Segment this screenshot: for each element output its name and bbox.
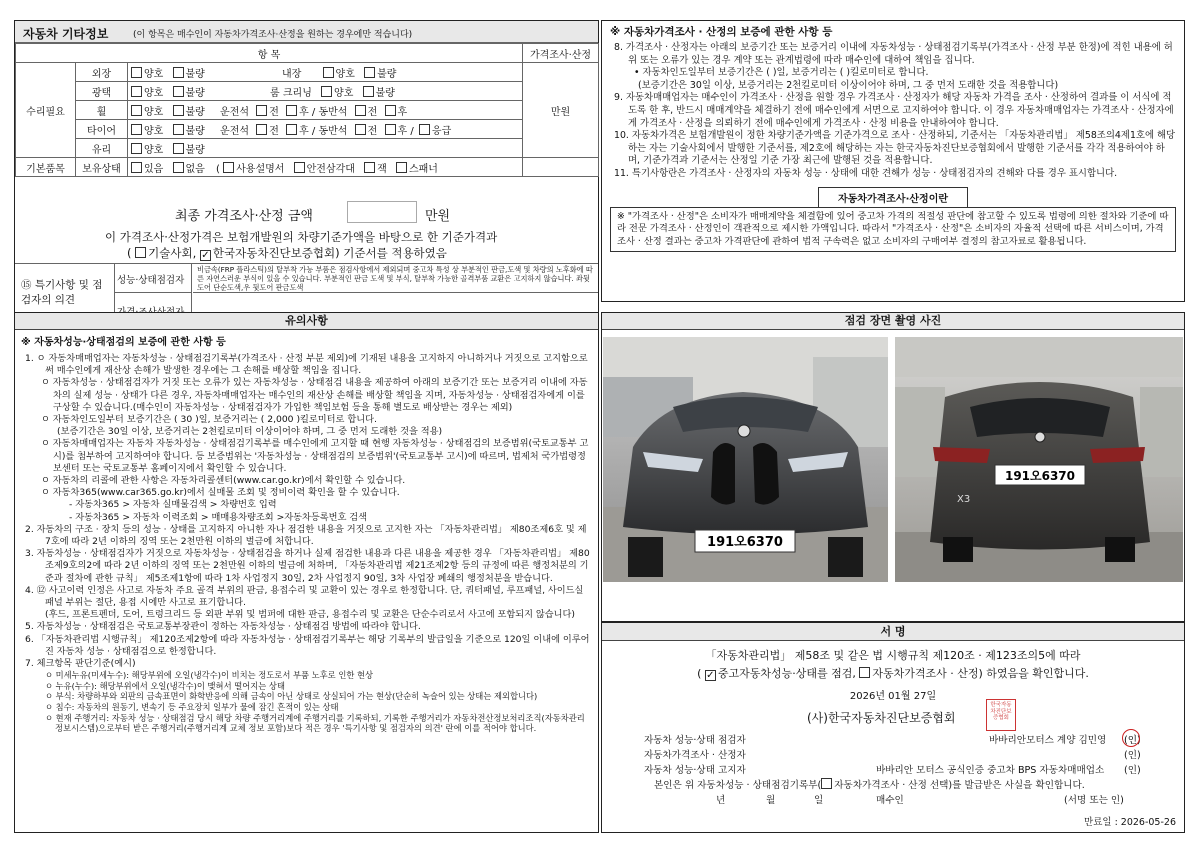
definition-text: ※ "가격조사 · 산정"은 소비자가 매매계약을 체결함에 있어 중고차 가격의 적절성 판단에 참고할 수 있도록 법령에 의한 절차와 기준에 따라 전문 가격조사 · 산정인이 객관적으로 제시한 가액입니다. 따라서 "가격조사 · 산정"은 소비자의 자율적 선택에 따른 서비스이며, 가격조사 · 산정 결과는 중고차 가격판단에 관하여 법적 구속력은 없고 소비자의 구매여부 결정의 참고자료로 활용됩니다. <box>610 207 1176 253</box>
note-line: 2. 자동차의 구조 · 장치 등의 성능 · 상태를 고지하지 아니한 자나 점검한 내용을 거짓으로 고지한 자는 「자동차관리법」 제80조제6호 및 제7호에 따라 2년 이하의 징역 또는 2천만원 이하의 벌금에 처합니다. <box>25 523 587 548</box>
sign-title: 서 명 <box>602 623 1184 641</box>
final-price-unit: 만원 <box>425 209 451 224</box>
row-exterior: 외장 <box>76 63 128 82</box>
receipt-checkbox[interactable] <box>821 778 832 789</box>
wheel-driver-rear-checkbox[interactable] <box>286 105 297 116</box>
org-seal: 한국자동차진단보증협회 <box>986 699 1016 731</box>
buyer-row: 년 월 일 매수인 (서명 또는 인) <box>716 795 1124 806</box>
row-glass: 유리 <box>76 139 128 158</box>
receipt-line: 본인은 위 자동차성능 · 상태점검기록부( 자동차가격조사 · 산정 선택)를 발급받은 사실을 확인합니다. <box>654 780 1085 791</box>
item9: 9. 자동차매매업자는 매수인이 가격조사 · 산정을 원할 경우 가격조사 · 산정자가 해당 자동차 가격을 조사 · 산정하여 결과를 이 서식에 적도록 한 후, 반드시 매매계약을 체결하기 전에 매수인에게 서면으로 고지하여야 합니다. 이 경우 자동차매매업자는 가격조사 · 산정자에게 가격조사 · 산정을 의뢰하기 전에 매수인에게 가격조사 · 산정 비용을 안내하여야 합니다. <box>614 92 1174 129</box>
wheel-pass-rear-checkbox[interactable] <box>385 105 396 116</box>
jack-checkbox[interactable] <box>364 162 375 173</box>
note-line: ㅇ 자동차매매업자는 자동차 자동차성능 · 상태점검기록부를 매수인에게 고지할 때 현행 자동차성능 · 상태점검의 보증범위(국토교통부 고시)를 첨부하여 고지하여야 합니다. 등 보증범위는 '자동차성능 · 상태점검의 보증범위'(국토교통부 고시)에 따르며, 법제처 국가법령정보센터 또는 국토교통부 홈페이지에서 확인할 수 있습니다. <box>41 438 589 474</box>
note-line: 5. 자동차성능 · 상태점검은 국토교통부장관이 정하는 자동차성능 · 상태점검 방법에 따라야 합니다. <box>25 621 421 633</box>
warranty-title: ※ 자동차가격조사 · 산정의 보증에 관한 사항 등 <box>610 26 833 38</box>
confirm-price-checkbox[interactable] <box>859 667 870 678</box>
note-line: 7. 체크항목 판단기준(예시) <box>25 658 136 670</box>
won-unit: 만원 <box>523 63 599 158</box>
row-wheel: 휠 <box>76 101 128 120</box>
exterior-good-checkbox[interactable] <box>131 67 142 78</box>
note-line: (후드, 프론트펜더, 도어, 트렁크리드 등 외판 부위 및 범퍼에 대한 판금, 용접수리 및 교환은 단순수리로서 사고에 포함되지 않습니다) <box>45 609 576 621</box>
section-title: 자동차 기타정보 <box>23 27 109 41</box>
final-price-label: 최종 가격조사·산정 금액 <box>175 209 313 224</box>
basis-kaida-checkbox[interactable] <box>200 250 211 261</box>
perf-label: 성능·상태점검자 <box>115 264 192 293</box>
note-line: 4. ⑫ 사고이력 인정은 사고로 자동차 주요 골격 부위의 판금, 용접수리 및 교환이 있는 경우로 한정합니다. 단, 쿼터패널, 루프패널, 사이드실패널 부위는 절단, 용접 시에만 사고로 표기합니다. <box>25 584 584 609</box>
interior-good-checkbox[interactable] <box>323 67 334 78</box>
col-price: 가격조사·산정 <box>523 44 599 63</box>
photos-title: 점검 장면 촬영 사진 <box>602 313 1184 330</box>
glass-good-checkbox[interactable] <box>131 143 142 154</box>
sign-row: 자동차 성능·상태 점검자 바바리안모터스 계양 김민영 (인) <box>644 732 1144 747</box>
note-line: - 자동차365 > 자동차 이력조회 > 매매용차량조회 >자동차등록번호 검색 <box>69 511 368 523</box>
confirm-line: ( ✓중고자동차성능·상태를 점검, 자동차가격조사 · 산정) 하였음을 확인합니다. <box>602 665 1184 681</box>
tire-bad-checkbox[interactable] <box>173 124 184 135</box>
none-checkbox[interactable] <box>173 162 184 173</box>
law-line: 「자동차관리법」 제58조 및 같은 법 시행규칙 제120조 · 제123조의5에 따라 <box>705 649 1081 662</box>
inspection-table: 항 목 가격조사·산정 수리필요 외장 양호 불량 내장 양호 불량 만원 광택 양호 불량 룸 크리닝 양호 불량 휠 양호 불량 운전석 전 후 / 동반석 전 후 타이어 양호 불량 운전석 전 후 / 동반석 전 후 / 응급 유리 양호 불량 기본품목 보유상태 있음 없음 ( 사용설명서 안전삼각대 잭 스패너 <box>15 43 598 177</box>
note-line: ㅇ 자동차365(www.car365.go.kr)에서 실매물 조회 및 정비이력 확인을 할 수 있습니다. <box>41 487 400 499</box>
note-line: ㅇ 자동차인도일부터 보증기간은 ( 30 )일, 보증거리는 ( 2,000 )킬로미터로 합니다. <box>41 414 377 426</box>
note-line: - 자동차365 > 자동차 실매물검색 > 차량번호 입력 <box>69 499 277 511</box>
sign-row: 자동차가격조사 · 산정자 (인) <box>644 750 1141 761</box>
org-name: (사)한국자동차진단보증협회 <box>807 711 956 725</box>
sign-date: 2026년 01월 27일 <box>849 691 937 702</box>
item11: 11. 특기사항란은 가격조사 · 산정자의 자동차 성능 · 상태에 대한 견해가 성능 · 상태점검자의 견해와 다를 경우 표시합니다. <box>614 167 1118 179</box>
basic-label: 기본품목 <box>16 158 76 177</box>
left-top-panel <box>14 20 599 326</box>
note-line: ㅇ 자동차의 리콜에 관한 사항은 자동차리콜센터(www.car.go.kr)에서 확인할 수 있습니다. <box>41 475 406 487</box>
front-photo <box>603 337 888 582</box>
note-line: 3. 자동차성능 · 상태점검자가 거짓으로 자동차성능 · 상태점검을 하거나 실제 점검한 내용과 다른 내용을 제공한 경우 「자동차관리법」 제80조제9호의2에 따라 2년 이하의 징역 또는 2천만원 이하의 벌금에 처하며, 「자동차관리법 제21조제2항 등의 규정에 따른 행정처분의 기준과 절차에 관한 규칙」 제5조제1항에 따라 1차 사업정지 30일, 2차 사업정지 90일, 3차 사업장 폐쇄의 행정처분을 받습니다. <box>25 548 590 584</box>
manual-checkbox[interactable] <box>223 162 234 173</box>
inspector-seal <box>1122 729 1140 747</box>
section-note: (이 항목은 매수인이 자동차가격조사·산정을 원하는 경우에만 적습니다) <box>133 30 413 40</box>
note-line: ㅇ 자동차성능 · 상태점검자가 거짓 또는 오류가 있는 자동차성능 · 상태점검 내용을 제공하여 아래의 보증기간 또는 보증거리 이내에 자동차의 실제 성능 · 상태가 다른 경우, 자동차매매업자는 매수인의 재산상 손해를 배상할 책임을 지며, 자동차성능 · 상태점검자에게 이를 구상할 수 있습니다.(매수인이 자동차성능 · 상태점검자가 가입한 책임보험 등을 통해 별도로 배상받는 경우는 제외) <box>41 377 588 413</box>
repair-label: 수리필요 <box>16 63 76 158</box>
note-line: 1. ㅇ 자동차매매업자는 자동차성능 · 상태점검기록부(가격조사 · 산정 부분 제외)에 기재된 내용을 고지하지 아니하거나 거짓으로 고지함으로써 매수인에게 재산상 손해가 발생한 경우에는 그 손해를 배상할 책임을 집니다. <box>25 353 588 377</box>
notes-panel <box>14 312 599 833</box>
final-price-input[interactable] <box>347 201 417 223</box>
row-tire: 타이어 <box>76 120 128 139</box>
criteria-line: ㅇ 누유(누수): 해당부위에서 오일(냉각수)이 맺혀서 떨어지는 상태 <box>45 680 285 691</box>
criteria-line: ㅇ 미세누유(미세누수): 해당부위에 오일(냉각수)이 비치는 정도로서 부품 노후로 인한 현상 <box>45 670 374 681</box>
notes-subtitle: ※ 자동차성능·상태점검의 보증에 관한 사항 등 <box>21 337 226 348</box>
possession-label: 보유상태 <box>76 158 128 177</box>
item8a: 8. 가격조사 · 산정자는 아래의 보증기간 또는 보증거리 이내에 자동차성능 · 상태점검기록부(가격조사 · 산정 부분 한정)에 적힌 내용에 허위 또는 오류가 있는 경우 계약 또는 관계법령에 따라 매수인에 대하여 책임을 집니다. <box>614 42 1173 66</box>
tire-good-checkbox[interactable] <box>131 124 142 135</box>
special-label: ⑮ 특기사항 및 점검자의 의견 <box>15 264 115 326</box>
sign-rows <box>644 732 1144 807</box>
sign-row: 자동차 성능·상태 고지자 바바리안 모터스 공식인증 중고차 BPS 자동차매매업소 (인) <box>644 765 1141 776</box>
exterior-bad-checkbox[interactable] <box>173 67 184 78</box>
tire-driver-rear-checkbox[interactable] <box>286 124 297 135</box>
tire-emergency-checkbox[interactable] <box>419 124 430 135</box>
item8c: (보증기간은 30일 이상, 보증거리는 2천킬로미터 이상이어야 하며, 그 중 먼저 도래한 것을 적용합니다) <box>638 79 1059 91</box>
wheel-driver-front-checkbox[interactable] <box>256 105 267 116</box>
basis-line2: ( 기술사회, ✓한국자동차진단보증협회) 기준서를 적용하였음 <box>127 245 447 261</box>
note-line: 6. 「자동차관리법 시행규칙」 제120조제2항에 따라 자동차성능 · 상태점검기록부는 해당 기록부의 발급일을 기준으로 120일 이내에 이루어진 자동차 성능 · 상태점검으로 한정합니다. <box>25 633 590 657</box>
wheel-bad-checkbox[interactable] <box>173 105 184 116</box>
row-interior: 내장 <box>282 68 302 80</box>
row-room: 룸 크리닝 <box>270 87 312 99</box>
col-item: 항 목 <box>16 44 523 63</box>
room-good-checkbox[interactable] <box>321 86 332 97</box>
perf-text: 비금속(FRP 플라스틱)의 탈부착 가능 부품은 점검사항에서 제외되며 중고차 특성 상 부분적인 판금,도색 및 차량의 노후화에 따른 자연스러운 부식이 있을 수 있습니다. 부분적인 판금 도색 및 부식, 탈부착 가능한 골격부품 교환은 고지하지 않습니다. 좌뒷도어 단순도색,우 뒷도어 판금도색 <box>193 264 598 293</box>
tire-pass-rear-checkbox[interactable] <box>385 124 396 135</box>
confirm-inspect-checkbox[interactable] <box>705 670 716 681</box>
basis-tech-checkbox[interactable] <box>135 247 146 258</box>
wheel-pass-front-checkbox[interactable] <box>355 105 366 116</box>
spanner-checkbox[interactable] <box>396 162 407 173</box>
have-checkbox[interactable] <box>131 162 142 173</box>
photos-panel <box>601 312 1185 622</box>
notes-title: 유의사항 <box>15 313 598 330</box>
row-gloss: 광택 <box>76 82 128 101</box>
criteria-line: ㅇ 침수: 자동차의 원동기, 변속기 등 주요장치 일부가 물에 잠긴 흔적이 있는 상태 <box>45 702 339 713</box>
wheel-good-checkbox[interactable] <box>131 105 142 116</box>
note-line: (보증기간은 30일 이상, 보증거리는 2천킬로미터 이상이어야 하며, 그 중 먼저 도래한 것을 적용) <box>57 426 443 438</box>
basis-line1: 이 가격조사·산정가격은 보험개발원의 차량기준가액을 바탕으로 한 기준가격과 <box>105 230 498 244</box>
glass-bad-checkbox[interactable] <box>173 143 184 154</box>
rear-plate: 191오6370 <box>1004 469 1076 483</box>
gloss-bad-checkbox[interactable] <box>173 86 184 97</box>
gloss-good-checkbox[interactable] <box>131 86 142 97</box>
interior-bad-checkbox[interactable] <box>364 67 375 78</box>
tire-driver-front-checkbox[interactable] <box>256 124 267 135</box>
rear-photo <box>895 337 1183 582</box>
room-bad-checkbox[interactable] <box>363 86 374 97</box>
item8b: • 자동차인도일부터 보증기간은 ( )일, 보증거리는 ( )킬로미터로 합니다. <box>634 67 929 79</box>
right-top-panel <box>601 20 1185 302</box>
expiry-date: 만료일 : 2026-05-26 <box>1084 817 1176 828</box>
item10: 10. 자동차가격은 보험개발원이 정한 차량기준가액을 기준가격으로 조사 · 산정하되, 기준서는 「자동차관리법」 제58조의4제1호에 해당하는 자는 기술사회에서 발행한 기준서를, 제2호에 해당하는 자는 한국자동차진단보증협회에서 발행한 기준서를 각각 적용하여야 하며, 기준가격과 기준서는 산정일 기준 가장 최근에 발행된 것을 적용합니다. <box>614 130 1176 167</box>
signature-panel <box>601 622 1185 833</box>
model-badge: X3 <box>957 494 971 505</box>
criteria-line: ㅇ 부식: 차량하부와 외판의 금속표면이 화학반응에 의해 금속이 아닌 상태로 상실되어 가는 현상(단순히 녹슬어 있는 상태는 제외합니다) <box>45 691 538 702</box>
triangle-checkbox[interactable] <box>294 162 305 173</box>
front-plate: 191오6370 <box>707 535 783 550</box>
criteria-line: ㅇ 현재 주행거리: 자동차 성능 · 상태점검 당시 해당 차량 주행거리계에 주행거리를 기록하되, 기록한 주행거리가 자동차전산정보처리조직(자동차관리정보시스템)으로부터 받은 주행거리(주행거리계 교체 정보 포함)보다 적은 경우 '특기사항 및 점검자의 의견' 란에 이를 적어야 합니다. <box>45 712 585 734</box>
tire-pass-front-checkbox[interactable] <box>355 124 366 135</box>
definition-title: 자동차가격조사·산정이란 <box>818 187 968 208</box>
notes-body <box>15 330 598 734</box>
